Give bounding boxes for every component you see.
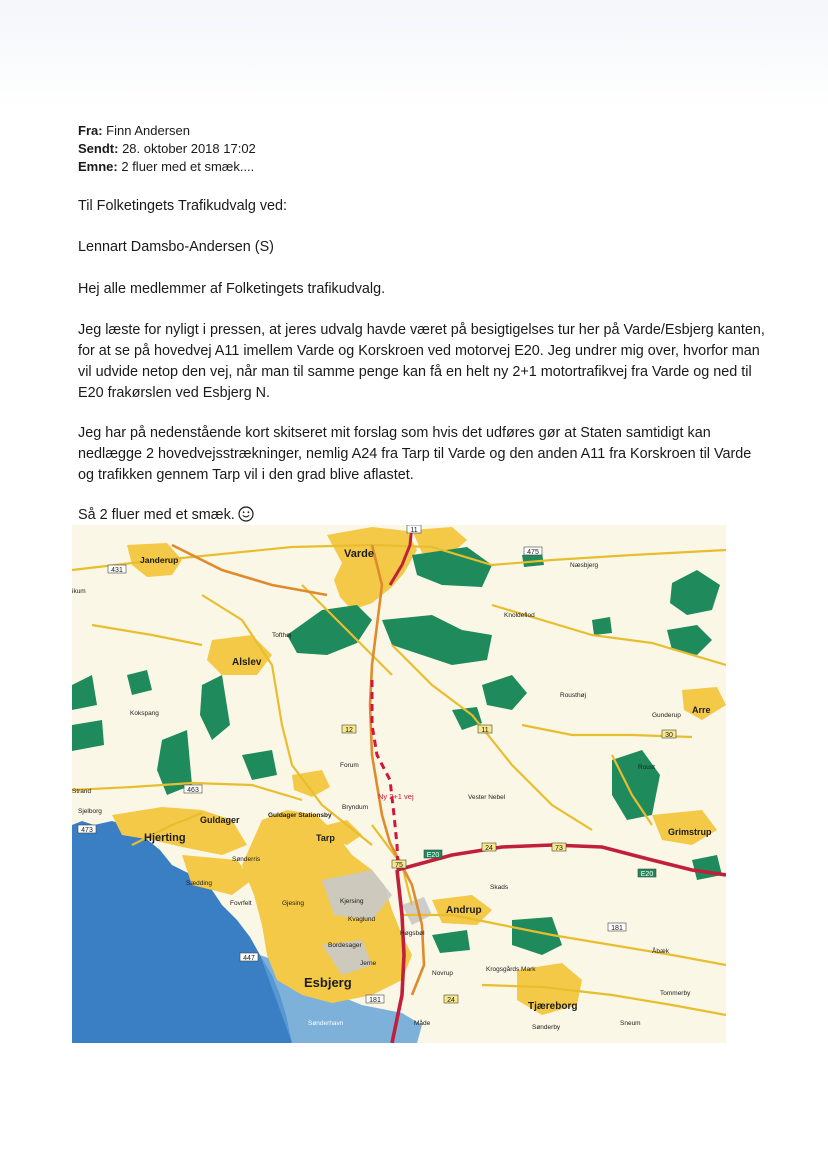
paragraph-2: Jeg har på nedenstående kort skitseret mit forslag som hvis det udføres gør at Staten samtidigt kan nedlægge 2 hovedvejsstrækninger, nemlig A24 fra Tarp til Varde og den anden A11 fra Korskroen til Varde og trafikken gennem Tarp vil i den grad blive aflastet. <box>78 425 752 483</box>
label-naesbjerg: Næsbjerg <box>570 562 599 569</box>
label-arre: Arre <box>692 705 711 715</box>
road-24-label-south: 24 <box>447 997 455 1004</box>
label-proposal: Ny 2+1 vej <box>378 792 414 801</box>
road-181-box <box>366 995 384 1004</box>
road-12-label: 12 <box>345 727 353 734</box>
from-line: Fra: Finn Andersen <box>78 123 191 138</box>
label-grimstrup: Grimstrup <box>668 827 712 837</box>
label-hjerting: Hjerting <box>144 832 186 844</box>
road-447-label: 447 <box>243 955 255 962</box>
label-novrup: Novrup <box>432 970 453 977</box>
label-andrup: Andrup <box>446 905 482 916</box>
label-tjaereborg: Tjæreborg <box>528 1001 578 1012</box>
label-hogsbol: Høgsbøl <box>400 930 425 937</box>
road-475-box <box>524 547 542 556</box>
road-73-box <box>552 843 566 852</box>
road-475-label: 475 <box>527 549 539 556</box>
road-75-label: 75 <box>395 862 403 869</box>
road-431-label: 431 <box>111 567 123 574</box>
label-tommerby: Tommerby <box>660 990 691 997</box>
road-e20-box <box>424 850 442 859</box>
label-made: Måde <box>414 1020 431 1027</box>
label-esbjerg: Esbjerg <box>304 975 352 990</box>
road-181-box-east <box>608 923 626 932</box>
road-30-box <box>662 730 676 739</box>
label-skads: Skads <box>490 884 509 891</box>
subject-line: Emne: 2 fluer med et smæk.... <box>78 159 255 174</box>
label-krogsgards-mark: Krogsgårds Mark <box>486 966 536 973</box>
label-gjesing: Gjesing <box>282 900 305 907</box>
road-11-box-mid <box>478 725 492 734</box>
label-guldager: Guldager <box>200 815 240 825</box>
road-24-label: 24 <box>485 845 493 852</box>
label-janderup: Janderup <box>140 555 179 565</box>
label-aboek: Åbæk <box>652 948 669 955</box>
road-473-box <box>78 825 96 834</box>
label-sjelborg: Sjelborg <box>78 808 102 815</box>
label-sadding: Sædding <box>186 880 213 887</box>
road-181-label-east: 181 <box>611 925 623 932</box>
label-sonderris: Sønderris <box>232 856 261 863</box>
label-fovrfelt: Fovrfelt <box>230 900 252 907</box>
label-jerne: Jerne <box>360 960 377 967</box>
road-181-label: 181 <box>369 997 381 1004</box>
road-463-label: 463 <box>187 787 199 794</box>
label-guldager-stationsby: Guldager Stationsby <box>268 812 332 819</box>
road-75-box <box>392 860 406 869</box>
closing-text: Så 2 fluer med et smæk. <box>78 507 235 523</box>
road-e20-label-east: E20 <box>640 871 654 878</box>
smiley-icon <box>238 506 254 522</box>
road-473-label: 473 <box>81 827 93 834</box>
label-forum: Forum <box>340 762 359 769</box>
greeting: Hej alle medlemmer af Folketingets trafikudvalg. <box>78 281 386 297</box>
label-rousthoj: Rousthøj <box>560 692 587 699</box>
label-kjersing: Kjersing <box>340 898 364 905</box>
label-bordesager: Bordesager <box>328 942 362 949</box>
email-header <box>78 122 256 176</box>
road-12-box <box>342 725 356 734</box>
salutation: Til Folketingets Trafikudvalg ved: <box>78 198 288 214</box>
label-kvaglund: Kvaglund <box>348 916 376 923</box>
road-e20-box-east <box>638 869 656 878</box>
road-447-box <box>240 953 258 962</box>
label-sonderhavn: Sønderhavn <box>308 1020 344 1027</box>
label-tofthoj: Tofthøj <box>272 632 292 639</box>
road-map <box>72 525 726 1043</box>
label-alslev: Alslev <box>232 657 262 668</box>
road-73-label: 73 <box>555 845 563 852</box>
closing <box>78 505 768 526</box>
road-11-box <box>407 525 421 534</box>
road-e20-label: E20 <box>426 852 440 859</box>
road-11-label-mid: 11 <box>481 727 489 734</box>
paragraph-1: Jeg læste for nyligt i pressen, at jeres udvalg havde været på besigtigelses tur her på Varde/Esbjerg kanten, for at se på hovedvej A11 imellem Varde og Korskroen ved motorvej E20. Jeg undrer mig over, hvorfor man vil udvide netop den vej, når man til samme penge kan få en helt ny 2+1 motortrafikvej fra Varde og ned til E20 frakørslen ved Esbjerg N. <box>78 322 765 401</box>
label-bryndum: Bryndum <box>342 804 369 811</box>
label-roust: Roust <box>638 764 655 771</box>
road-11-label: 11 <box>410 527 418 534</box>
sent-line: Sendt: 28. oktober 2018 17:02 <box>78 141 256 156</box>
road-463-box <box>184 785 202 794</box>
label-vester-nebel: Vester Nebel <box>468 794 506 801</box>
label-tarp: Tarp <box>316 833 335 843</box>
label-gunderup: Gunderup <box>652 712 681 719</box>
map-svg <box>72 525 726 1043</box>
label-sonderby: Sønderby <box>532 1024 561 1031</box>
label-kokspang: Kokspang <box>130 710 159 717</box>
scan-shading <box>0 0 828 110</box>
label-ikum: ikum <box>72 588 86 595</box>
road-24-box <box>482 843 496 852</box>
label-varde: Varde <box>344 548 374 560</box>
road-24-box-south <box>444 995 458 1004</box>
recipient: Lennart Damsbo-Andersen (S) <box>78 239 274 255</box>
label-knoldeflod: Knoldeflod <box>504 612 535 619</box>
label-sneum: Sneum <box>620 1020 641 1027</box>
label-strand: Strand <box>72 788 92 795</box>
road-30-label: 30 <box>665 732 673 739</box>
road-431-box <box>108 565 126 574</box>
